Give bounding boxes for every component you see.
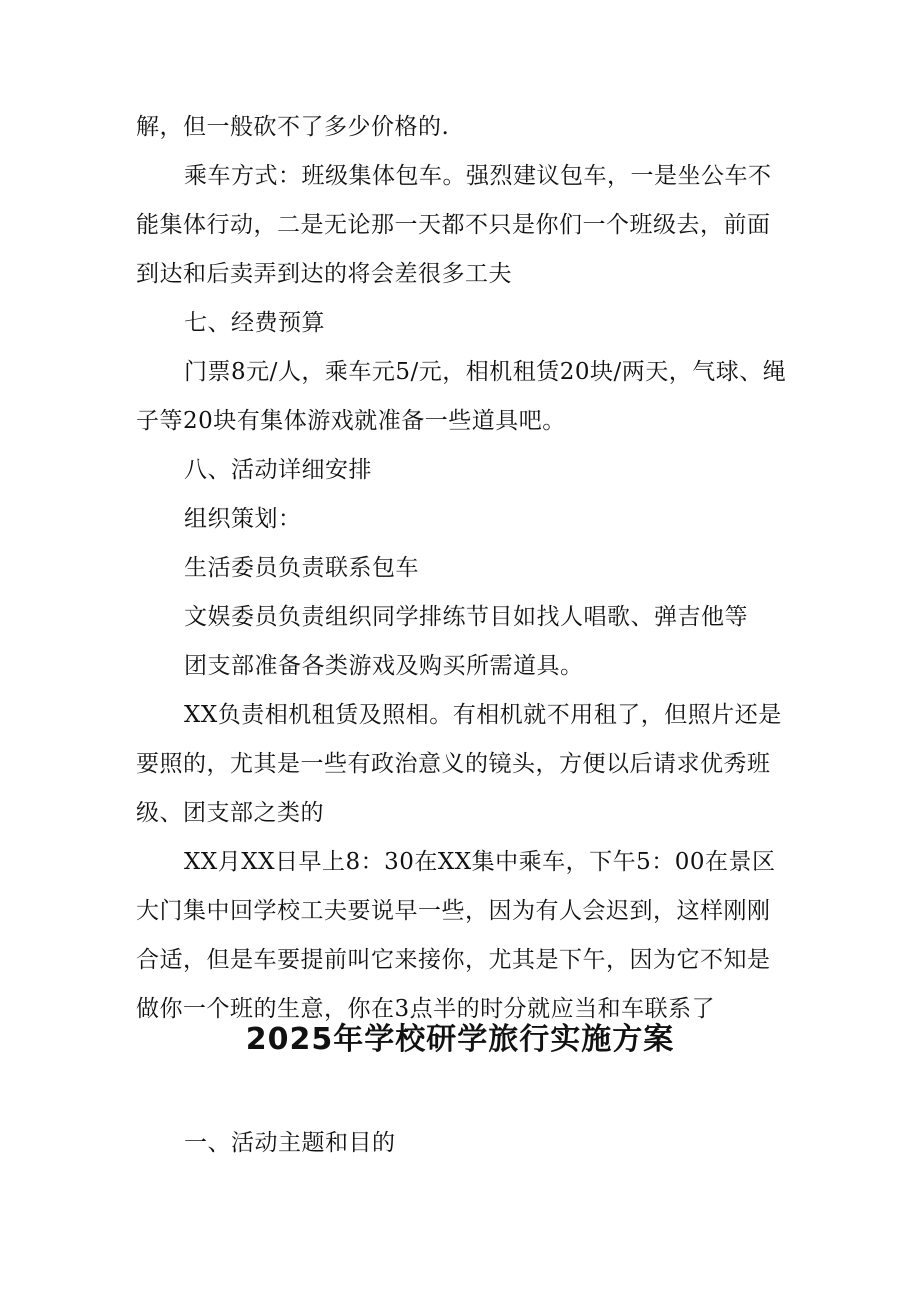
paragraph: 组织策划：: [184, 506, 302, 532]
paragraph: 门票8元/人，乘车元5/元，相机租赁20块/两天，气球、绳子等20块有集体游戏就准备一些道具吧。: [136, 359, 787, 434]
document-title: 2025年学校研学旅行实施方案: [245, 1022, 675, 1057]
paragraph: 团支部准备各类游戏及购买所需道具。: [184, 653, 584, 679]
paragraph: 乘车方式：班级集体包车。强烈建议包车，一是坐公车不能集体行动，二是无论那一天都不只是你们一个班级去，前面到达和后卖弄到达的将会差很多工夫: [136, 163, 772, 287]
section-heading: 七、经费预算: [184, 310, 325, 336]
section-heading: 一、活动主题和目的: [184, 1130, 396, 1156]
section-block: [136, 1119, 792, 1168]
document-body: [136, 103, 792, 1034]
section-heading: 八、活动详细安排: [184, 457, 372, 483]
paragraph: 文娱委员负责组织同学排练节目如找人唱歌、弹吉他等: [184, 604, 748, 630]
paragraph: XX月XX日早上8：30在XX集中乘车，下午5：00在景区大门集中回学校工夫要说早一些，因为有人会迟到，这样刚刚合适，但是车要提前叫它来接你，尤其是下午，因为它不知是做你一个班的生意，你在3点半的时分就应当和车联系了: [136, 849, 776, 1022]
paragraph: 生活委员负责联系包车: [184, 555, 419, 581]
paragraph: 解，但一般砍不了多少价格的.: [136, 114, 450, 140]
paragraph: XX负责相机租赁及照相。有相机就不用租了，但照片还是要照的，尤其是一些有政治意义的镜头，方便以后请求优秀班级、团支部之类的: [136, 702, 782, 826]
